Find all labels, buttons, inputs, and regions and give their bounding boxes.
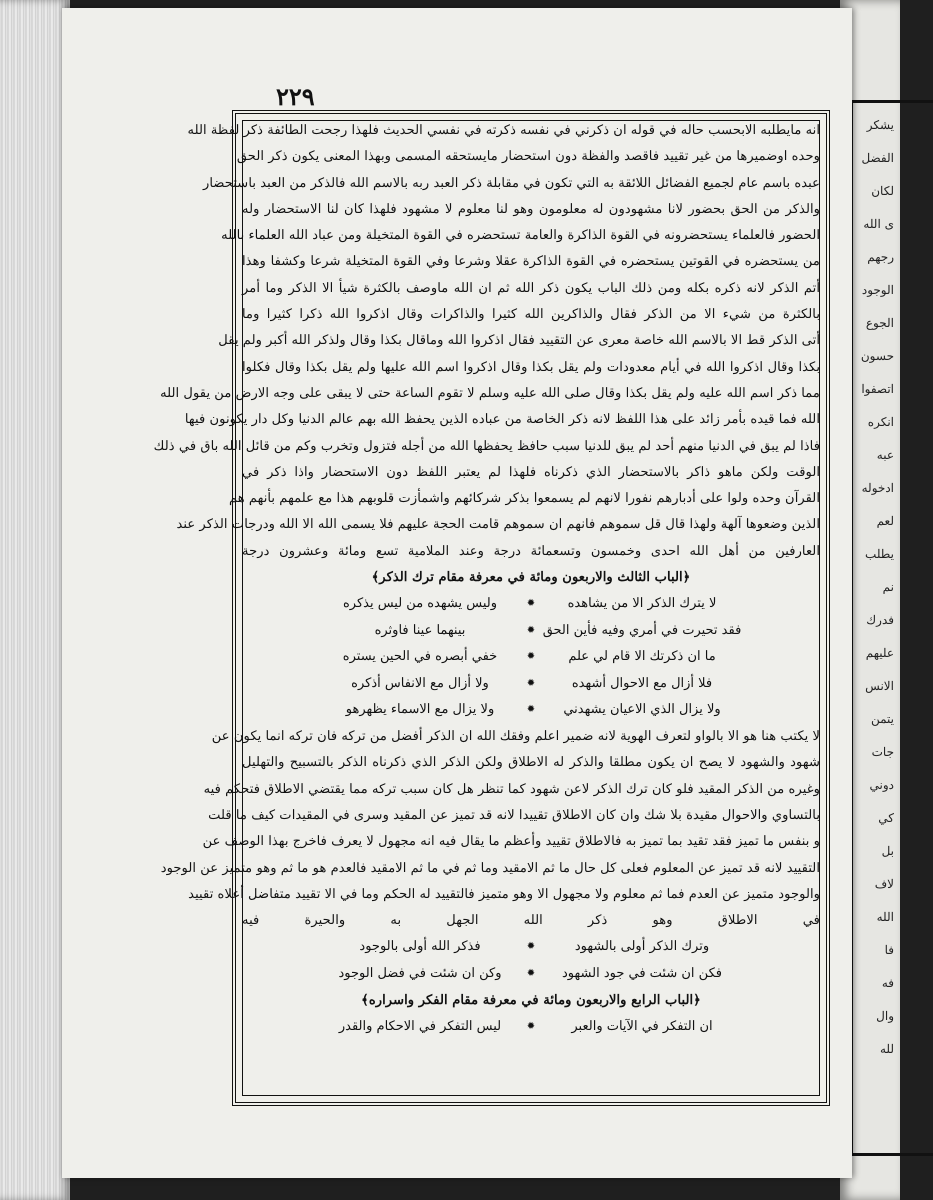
verse-second-hemistich: وليس يشهده من ليس يذكره <box>342 596 498 612</box>
facing-page-fragment: حسون <box>860 349 894 363</box>
text-line: الذين وضعوها آلهة ولهذا قال قل سموهم فانهم ان سموهم قامت الحجة عليهم فلا يسمى الله الا الله ودرجات الذكر عند <box>176 517 820 533</box>
verse-first-hemistich: ما ان ذكرتك الا قام لي علم <box>568 649 716 665</box>
text-line: وغيره من الذكر المقيد فلو كان ترك الذكر لاعن شهود كما تنظر هل كان سبب تركه مما يقتضي الاطلاق فتحكم فيه <box>203 781 820 797</box>
verse-separator-icon: ✹ <box>526 624 536 636</box>
text-line: من يستحضره في القوتين يستحضره في القوة الذاكرة عقلا وشرعا وفي القوة المتخيلة شرعا وكشفا وهذا <box>242 254 820 270</box>
text-line: بالتساوي والاحوال مقيدة بلا شك وان كان الاطلاق تقييدا لانه قد تميز عن المقيد وسرى في المقيدات كيف ما قلت <box>208 807 820 823</box>
facing-page-fragment: لعم <box>876 514 894 528</box>
facing-page-fragment: الله <box>876 910 894 924</box>
facing-page-fragment: لاف <box>874 877 894 891</box>
facing-page-fragment: بل <box>881 844 894 858</box>
verse-line <box>236 961 826 988</box>
verse-line <box>236 618 826 645</box>
chapter-heading: ﴿الباب الرابع والاربعون ومائة في معرفة مقام الفكر واسراره﴾ <box>361 992 701 1008</box>
facing-page-fragment: دوني <box>869 778 894 792</box>
text-line: الله فما قيده بأمر زائد على هذا اللفظ لانه ذكر الخاصة من عباده الذين يحفظ الله بهم عالم الدنيا وكل دار يكونون فيها <box>184 412 820 428</box>
facing-page-fragment: نم <box>882 580 894 594</box>
facing-page-fragment: الوجود <box>861 283 894 297</box>
verse-line <box>236 671 826 698</box>
verse-second-hemistich: وكن ان شئت في فضل الوجود <box>338 965 502 981</box>
text-line: و بنفس ما تميز فقد تقيد بما تميز به فالاطلاق تقييد وأعظم ما يقال فيه انه مجهول لا يعرف فاخرج بهذا الوصف عن <box>202 834 820 850</box>
text-line: القرآن وحده ولوا على أدبارهم نفورا لانهم لم يسمعوا بذكر شركائهم واشمأزت قلوبهم هذا مع علمهم بأنهم هم <box>228 491 820 507</box>
text-line: فاذا لم يبق في الدنيا منهم أحد لم يبق للدنيا سبب حافظ يحفظها الله من أجله فتزول وتخرب وكم من قائل الله باق في ذلك <box>153 438 820 454</box>
facing-page-fragment: رجهم <box>867 250 894 264</box>
verse-line <box>236 644 826 671</box>
facing-page-fragment: الفضل <box>861 151 894 165</box>
text-line: الحضور فالعلماء يستحضرونه في القوة الذاكرة والعامة تستحضره في القوة المتخيلة ومن عباد الله العلماء بالله <box>221 228 820 244</box>
verse-second-hemistich: ولا يزال مع الاسماء يظهرهو <box>345 702 495 718</box>
verse-line <box>236 1014 826 1041</box>
text-line: أتم الذكر لانه ذكره بكله ومن ذلك الباب يكون ذكر الله ثم ان الله ماوصف بالكثرة شيأ الا الذكر وما أمر <box>242 280 820 296</box>
text-line: بكذا وقال اذكروا الله في أيام معدودات ولم يقل بكذا وقال اذكروا اسم الله عليها ولم يقل بكذا وقال فكلوا <box>242 359 820 375</box>
verse-first-hemistich: فقد تحيرت في أمري وفيه فأين الحق <box>542 622 742 638</box>
facing-page-fragment: الانس <box>865 679 894 693</box>
facing-page-fragment: يتمن <box>870 712 894 726</box>
text-line: مما ذكر اسم الله عليه ولم يقل بكذا وقال صلى الله عليه وسلم لا تقوم الساعة حتى لا يبقى على وجه الارض من يقول الله <box>160 385 820 401</box>
verse-separator-icon: ✹ <box>526 941 536 953</box>
verse-separator-icon: ✹ <box>526 967 536 979</box>
verse-second-hemistich: ولا أزال مع الانفاس أذكره <box>351 675 489 691</box>
facing-page-fragment: انكره <box>867 415 894 429</box>
text-line: الوقت ولكن ماهو ذاكر بالاستحضار الذي ذكرناه فلهذا لم يعتبر اللفظ دون الاستحضار واذا ذكر في <box>242 464 820 480</box>
verse-separator-icon: ✹ <box>526 651 536 663</box>
page-body <box>153 118 826 1040</box>
text-line: أتى الذكر قط الا بالاسم الله خاصة معرى عن التقييد فقال اذكروا الله وماقال بكذا وقال ولذكر الله أكبر ولم يقل <box>218 333 820 349</box>
facing-page-fragment: فه <box>881 976 894 990</box>
facing-page-fragment: لكان <box>871 184 894 198</box>
verse-line <box>236 591 826 618</box>
verse-separator-icon: ✹ <box>526 598 536 610</box>
verse-separator-icon: ✹ <box>526 1020 536 1032</box>
facing-page-fragment: عليهم <box>865 646 894 660</box>
verse-separator-icon: ✹ <box>526 704 536 716</box>
text-line: شهود والشهود لا يصح ان يكون مطلقا والذكر له الاطلاق ولكن الذكر الذي ذكرناه الذكر بالتسبيح والتهليل <box>242 755 820 771</box>
facing-page-fragment: يطلب <box>865 547 894 561</box>
chapter-heading: ﴿الباب الثالث والاربعون ومائة في معرفة مقام ترك الذكر﴾ <box>371 570 691 586</box>
facing-page-fragment: ى الله <box>863 217 894 231</box>
facing-page-fragment: عبه <box>876 448 894 462</box>
text-line: والذكر من الحق بحضور لانا مشهودون له معلومون وهو لنا معلوم لا مشهود فلهذا كان لنا الاستحضار وله <box>242 201 820 217</box>
verse-second-hemistich: خفي أبصره في الحين يستره <box>342 649 498 665</box>
text-line: التقييد لانه قد تميز عن المعلوم فعلى كل حال ما ثم الامقيد وما ثم في ما ثم الامقيد فالعدم هو ما ثم وهو متميز عن الوجود <box>160 860 820 876</box>
text-line: لا يكتب هنا هو الا بالواو لتعرف الهوية لانه ضمير اعلم وفقك الله ان الذكر أفضل من تركه فان تركه انما يكون عن <box>211 729 820 745</box>
facing-page-fragment: فدرك <box>866 613 894 627</box>
verse-first-hemistich: وترك الذكر أولى بالشهود <box>574 939 710 955</box>
book-spine-edges <box>0 0 70 1200</box>
facing-page-fragment: جات <box>871 745 894 759</box>
text-line: بالكثرة من شيء الا من الذكر فقال والذاكرين الله كثيرا والذاكرات وقال اذكروا الله ذكرا كثيرا وما <box>242 307 820 323</box>
verse-first-hemistich: فلا أزال مع الاحوال أشهده <box>571 675 713 691</box>
verse-line <box>236 697 826 724</box>
verse-second-hemistich: ليس التفكر في الاحكام والقدر <box>338 1018 502 1034</box>
page-number: ٢٢٩ <box>276 82 315 111</box>
facing-page-fragment: وال <box>876 1009 894 1023</box>
facing-page-fragment: لله <box>879 1042 894 1056</box>
facing-page-fragment: اتصفوا <box>861 382 894 396</box>
verse-separator-icon: ✹ <box>526 677 536 689</box>
facing-page-fragment: يشكر <box>866 118 894 132</box>
text-line: وحده اوضميرها من غير تقييد فاقصد والفظة دون استحضار مايستحقه المسمى وبهذا المعنى يكون ذكر الحق <box>236 149 820 165</box>
facing-page-fragment: الجوع <box>865 316 894 330</box>
verse-first-hemistich: فكن ان شئت في جود الشهود <box>562 965 722 981</box>
text-line: انه مايطلبه الابحسب حاله في قوله ان ذكرني في نفسه ذكرته في نفسي الحديث فلهذا رجحت الطائفة ذكر لفظة الله <box>187 123 820 138</box>
text-line: عبده باسم عام لجميع الفضائل اللائقة به التي تكون في مقابلة ذكر العبد ربه بالاسم الله فالذكر من العبد باستحضار <box>202 175 820 191</box>
verse-second-hemistich: بينهما عينا فاوثره <box>374 622 466 638</box>
verse-first-hemistich: لا يترك الذكر الا من يشاهده <box>567 596 717 612</box>
facing-page-fragment: كي <box>878 811 894 825</box>
verse-second-hemistich: فذكر الله أولى بالوجود <box>359 939 481 955</box>
verse-line <box>236 934 826 961</box>
facing-page-fragment: ادخوله <box>861 481 894 495</box>
text-line: العارفين من أهل الله احدى وخمسون وتسعمائة درجة وعند الملامية تسع ومائة وعشرون درجة <box>242 543 820 559</box>
text-line: والوجود متميز عن العدم فما ثم معلوم ولا مجهول الا وهو متميز فالتقييد له الحكم وما في الا تقييد متفاضل أعلاه تقييد <box>188 886 820 902</box>
facing-page-fragment: فا <box>884 943 894 957</box>
verse-first-hemistich: ان التفكر في الآيات والعبر <box>571 1018 713 1034</box>
verse-first-hemistich: ولا يزال الذي الاعيان يشهدني <box>563 702 721 718</box>
text-line: في الاطلاق وهو ذكر الله الجهل به والحيرة فيه <box>242 913 820 929</box>
